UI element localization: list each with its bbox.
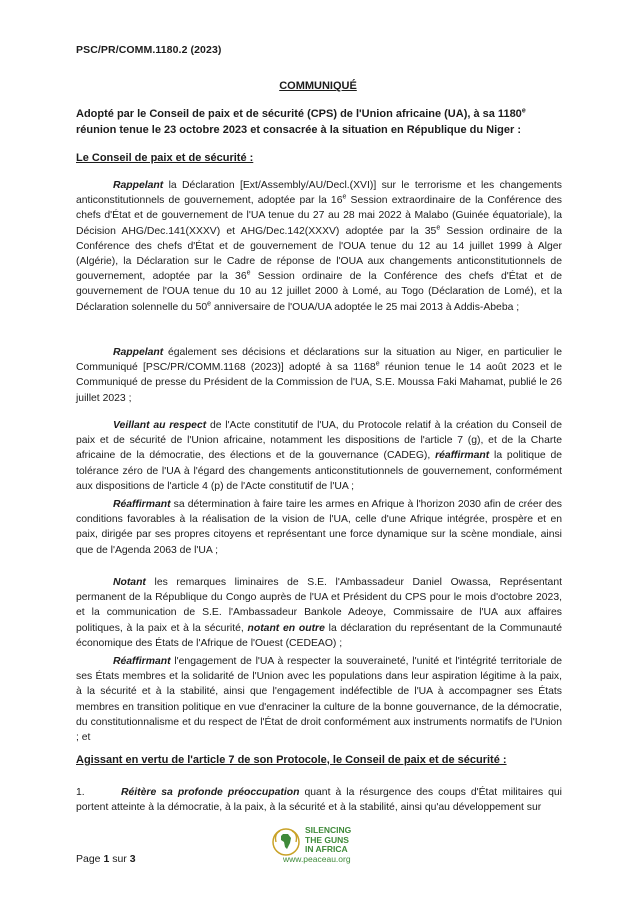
ordinal-sup: e <box>207 300 212 308</box>
paragraph-notant <box>76 575 562 651</box>
paragraph-reaffirmant-2 <box>76 654 562 745</box>
paragraph-text: la Déclaration [Ext/Assembly/AU/Decl.(XVI)] sur le terrorisme et les changements anticonstitutionnels de gouvernement, adoptée par la 16 <box>76 180 562 207</box>
paragraph-lead: Rappelant <box>113 180 164 191</box>
adoption-text-1: Adopté par le Conseil de paix et de sécurité (CPS) de l'Union africaine (UA), à sa 1180 <box>76 108 522 120</box>
paragraph-text: les remarques liminaires de S.E. l'Ambassadeur Daniel Owassa, Représentant permanent de la République du Congo auprès de l'UA et Président du CPS pour le mois d'octobre 2023, et la communication de S.E. l'Ambassadeur Bankole Adeoye, Commissaire de l'UA aux affaires politiques, à la paix et à la sécurité, <box>76 577 562 634</box>
silencing-guns-logo-text <box>305 826 351 855</box>
paragraph-lead: Réaffirmant <box>113 499 171 510</box>
council-heading: Le Conseil de paix et de sécurité : <box>76 152 254 164</box>
paragraph-text: Session ordinaire de la Conférence des chefs d'État et de gouvernement de l'OUA tenue du 12 au 14 juillet 1999 à Alger (Algérie), la Déclaration sur le Cadre de réponse de l'OUA aux changements anticonstitutionnels de gouvernement, adoptée par la 36 <box>76 225 562 283</box>
logo-line-3: IN AFRICA <box>305 844 348 854</box>
page-number: 1 <box>103 853 110 865</box>
acting-heading: Agissant en vertu de l'article 7 de son Protocole, le Conseil de paix et de sécurité : <box>76 754 507 766</box>
paragraph-inline-emphasis: notant en outre <box>247 622 325 634</box>
paragraph-veillant <box>76 418 562 494</box>
paragraph-text: l'engagement de l'UA à respecter la souveraineté, l'unité et l'intégrité territoriale de ses États membres et la solidarité de l'Union avec les populations dans leur aspiration légitime à la paix, à la sécurité et à la stabilité, ainsi que l'engagement indéfectible de l'UA à accompagner ses États membres en transition politique en vue d'enraciner la culture de la bonne gouvernance, de la démocratie, du constitutionnalisme et du respect de l'État de droit conformément aux instruments normatifs de l'Union ; et <box>76 656 562 744</box>
paragraph-lead: Notant <box>113 577 146 588</box>
ordinal-sup: e <box>246 269 251 277</box>
paragraph-text: sa détermination à faire taire les armes en Afrique à l'horizon 2030 afin de créer des conditions favorables à la réalisation de la vision de l'UA, celle d'une Afrique intégrée, prospère et en paix, dirigée par ses propres citoyens et représentant une force dynamique sur la scène mondiale, ainsi que de l'Agenda 2063 de l'UA ; <box>76 499 562 556</box>
document-title: COMMUNIQUÉ <box>279 80 357 92</box>
page-total: 3 <box>129 853 136 865</box>
paragraph-inline-emphasis: réaffirmant <box>435 450 490 462</box>
paragraph-lead: Réaffirmant <box>113 656 171 667</box>
adoption-statement <box>76 107 562 138</box>
paragraph-text: de l'Acte constitutif de l'UA, du Protocole relatif à la création du Conseil de paix et de sécurité de l'Union africaine, notamment les dispositions de l'article 7 (g), et de la Charte africaine de la démocratie, des élections et de la gouvernance (CADEG), <box>76 420 562 462</box>
paragraph-text: réunion tenue le 14 août 2023 et le Communiqué de presse du Président de la Commission de l'UA, S.E. Moussa Faki Mahamat, publié le 26 juillet 2023 ; <box>76 362 562 404</box>
ordinal-sup: e <box>436 224 441 232</box>
paragraph-lead: Veillant au respect <box>113 420 207 431</box>
logo-line-1: SILENCING <box>305 825 352 835</box>
item-lead: Réitère sa profonde préoccupation <box>121 787 300 798</box>
website-url: www.peaceau.org <box>283 854 351 864</box>
paragraph-text: Session extraordinaire de la Conférence des chefs d'État et de gouvernement de l'UA tenue du 27 au 28 mai 2022 à Malabo (Guinée équatoriale), la Décision AHG/Dec.141(XXXV) et AHG/Dec.142(XXXV) adoptée par la 35 <box>76 195 563 237</box>
paragraph-reaffirmant-1 <box>76 497 562 558</box>
paragraph-text: la déclaration du représentant de la Communauté économique des États de l'Afrique de l'Ouest (CEDEAO) ; <box>76 622 562 649</box>
item-number: 1. <box>76 787 85 798</box>
paragraph-lead: Rappelant <box>113 347 164 358</box>
paragraph-rappelant-2 <box>76 345 562 406</box>
logo-line-2: THE GUNS <box>305 834 349 845</box>
paragraph-rappelant-1 <box>76 178 562 315</box>
page-prefix: Page <box>76 853 104 865</box>
paragraph-text: la politique de tolérance zéro de l'UA à l'égard des changements anticonstitutionnels de gouvernement, conformément aux dispositions de l'article 4 (p) de l'Acte constitutif de l'UA ; <box>76 450 563 492</box>
adoption-sup: e <box>521 107 526 115</box>
adoption-text-2: réunion tenue le 23 octobre 2023 et consacrée à la situation en République du Niger : <box>76 123 522 136</box>
page-footer <box>76 853 136 865</box>
operative-item-1 <box>76 785 562 815</box>
paragraph-text: Session ordinaire de la Conférence des chefs d'État et de gouvernement de l'OUA tenue du 10 au 12 juillet 2000 à Lomé, au Togo (Déclaration de Lomé), et la Déclaration solennelle du 50 <box>76 271 562 313</box>
document-reference: PSC/PR/COMM.1180.2 (2023) <box>76 44 222 56</box>
ordinal-sup: e <box>342 193 347 201</box>
item-text: quant à la résurgence des coups d'État militaires qui portent atteinte à la démocratie, à la paix, à la sécurité et à la stabilité, ainsi qu'au développement sur <box>76 787 562 814</box>
paragraph-text: anniversaire de l'OUA/UA adoptée le 25 mai 2013 à Addis-Abeba ; <box>211 301 520 313</box>
ordinal-sup: e <box>375 360 380 368</box>
page-mid: sur <box>109 853 130 865</box>
paragraph-text: également ses décisions et déclarations sur la situation au Niger, en particulier le Communiqué [PSC/PR/COMM.1168 (2023)] adopté à sa 1168 <box>76 347 562 374</box>
